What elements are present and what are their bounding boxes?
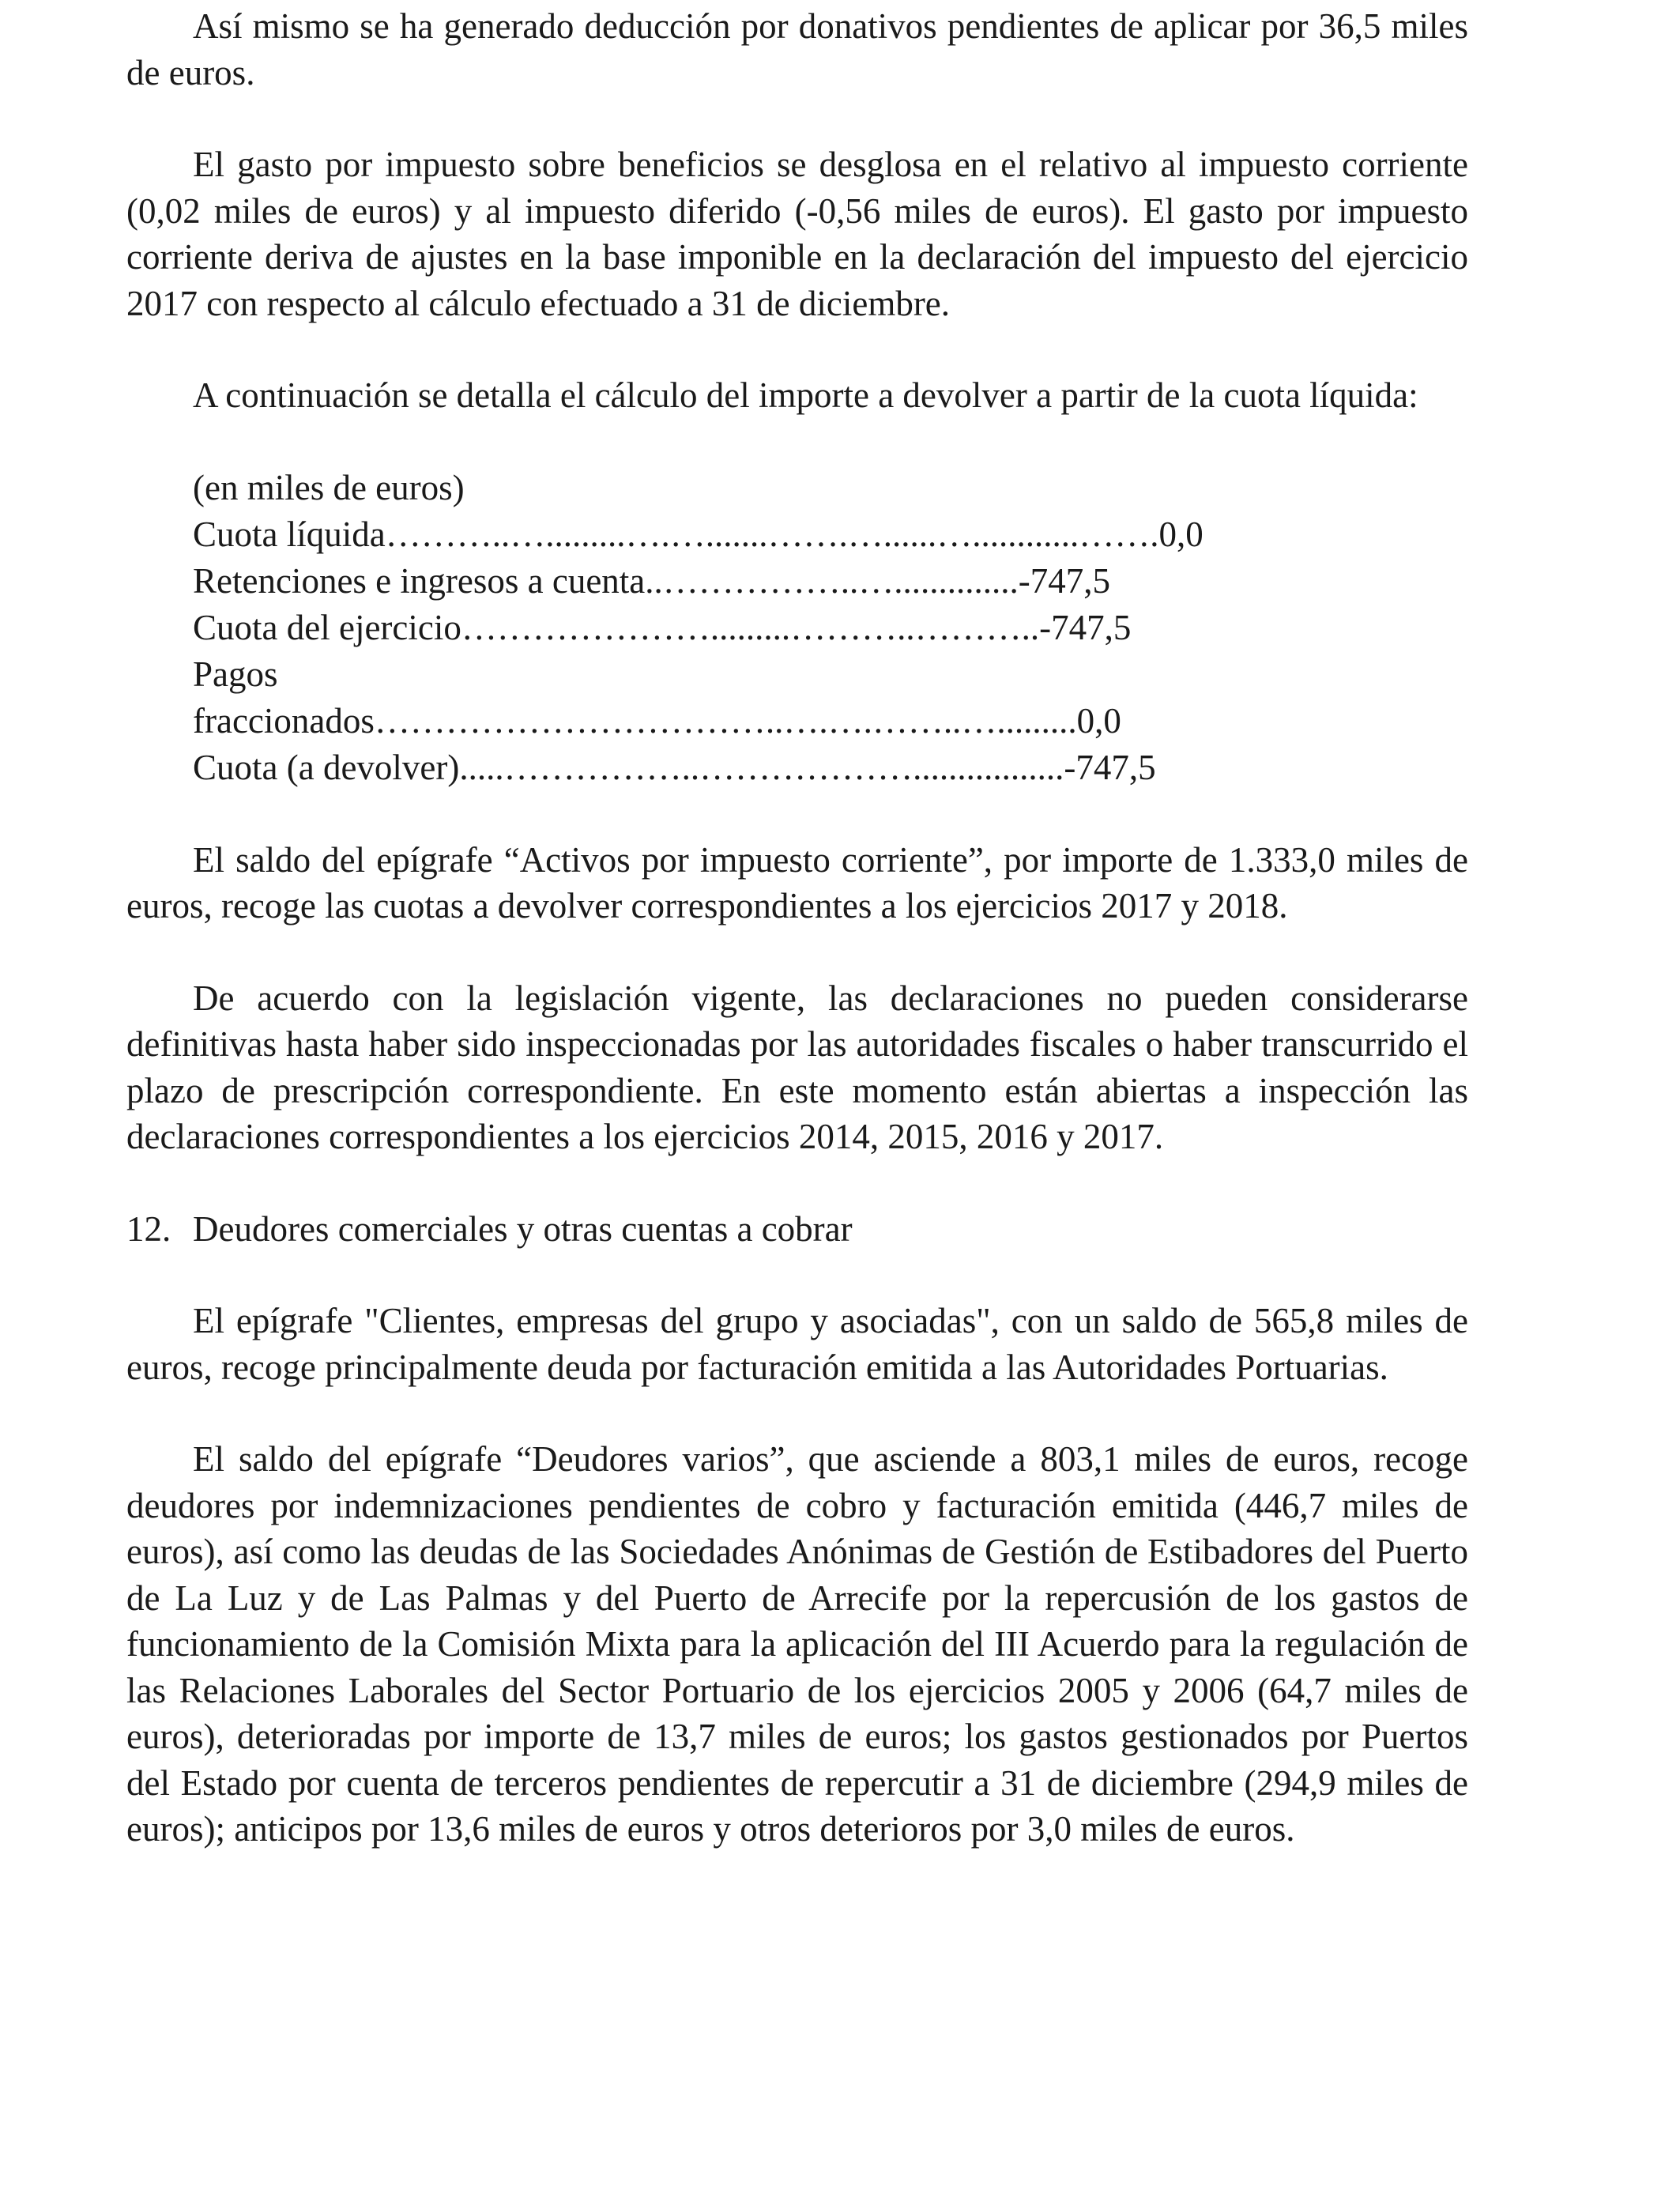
section-title: Deudores comerciales y otras cuentas a cobrar xyxy=(193,1208,853,1249)
calculation-line: Cuota (a devolver).....……………..……………….................-747,5 xyxy=(193,747,1156,787)
calculation-line: fraccionados……………………………..….….……..….........0,0 xyxy=(193,700,1121,741)
paragraph-calculo-intro: A continuación se detalla el cálculo del importe a devolver a partir de la cuota líquida: xyxy=(193,375,1418,415)
calculation-line: Retenciones e ingresos a cuenta..……………..…..............-747,5 xyxy=(193,560,1111,601)
paragraph-deudores-varios: El saldo del epígrafe “Deudores varios”, que asciende a 803,1 miles de euros, recoge deudores por indemnizaciones pendientes de cobro y facturación emitida (446,7 miles de euros), así como las deudas de las Sociedades Anónimas de Gestión de Estibadores del Puerto de La Luz y de Las Palmas y del Puerto de Arrecife por la repercusión de los gastos de funcionamiento de la Comisión Mixta para la aplicación del III Acuerdo para la regulación de las Relaciones Laborales del Sector Portuario de los ejercicios 2005 y 2006 (64,7 miles de euros), deterioradas por importe de 13,7 miles de euros; los gastos gestionados por Puertos del Estado por cuenta de terceros pendientes de repercutir a 31 de diciembre (294,9 miles de euros); anticipos por 13,6 miles de euros y otros deterioros por 3,0 miles de euros. xyxy=(126,1439,1468,1849)
calculation-line: Pagos xyxy=(193,654,278,694)
paragraph-activos-impuesto: El saldo del epígrafe “Activos por impuesto corriente”, por importe de 1.333,0 miles de euros, recoge las cuotas a devolver correspondientes a los ejercicios 2017 y 2018. xyxy=(126,839,1468,925)
tax-calculation-block xyxy=(193,465,1468,791)
paragraph-clientes: El epígrafe "Clientes, empresas del grupo y asociadas", con un saldo de 565,8 miles de euros, recoge principalmente deuda por facturación emitida a las Autoridades Portuarias. xyxy=(126,1301,1468,1387)
section-number: 12. xyxy=(126,1208,171,1249)
paragraph-donativos: Así mismo se ha generado deducción por donativos pendientes de aplicar por 36,5 miles de euros. xyxy=(126,6,1468,92)
calculation-line: Cuota del ejercicio………………….........………..………..-747,5 xyxy=(193,607,1132,647)
section-heading xyxy=(126,1206,1468,1253)
calculation-unit: (en miles de euros) xyxy=(193,467,465,507)
calculation-line: Cuota líquida………..….........….….......…….…......…............…….0,0 xyxy=(193,514,1203,554)
paragraph-legislacion: De acuerdo con la legislación vigente, las declaraciones no pueden considerarse definitivas hasta haber sido inspeccionadas por las autoridades fiscales o haber transcurrido el plazo de prescripción correspondiente. En este momento están abiertas a inspección las declaraciones correspondientes a los ejercicios 2014, 2015, 2016 y 2017. xyxy=(126,978,1468,1156)
paragraph-gasto-impuesto: El gasto por impuesto sobre beneficios se desglosa en el relativo al impuesto corriente (0,02 miles de euros) y al impuesto diferido (-0,56 miles de euros). El gasto por impuesto corriente deriva de ajustes en la base imponible en la declaración del impuesto del ejercicio 2017 con respecto al cálculo efectuado a 31 de diciembre. xyxy=(126,145,1468,323)
document-page xyxy=(126,0,1468,1853)
